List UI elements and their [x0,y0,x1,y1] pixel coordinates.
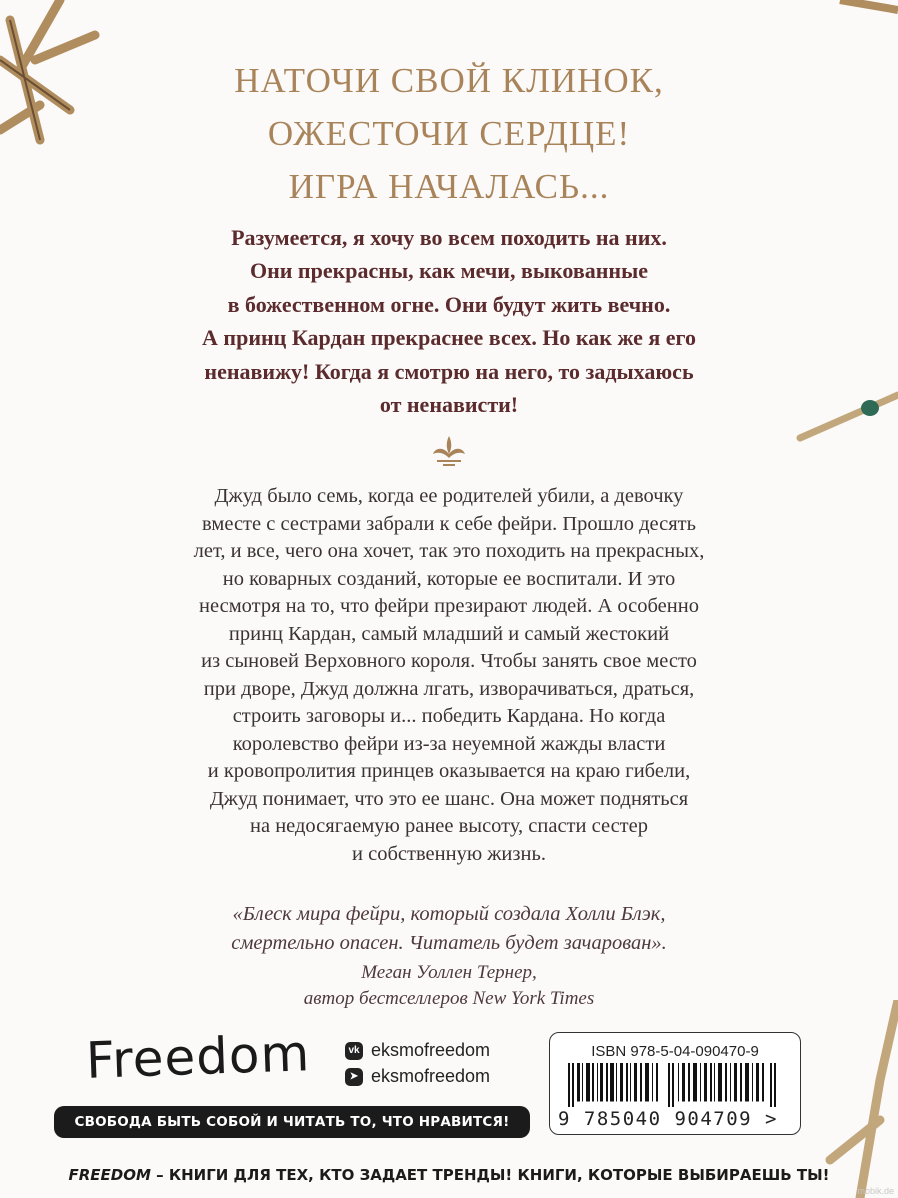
tagline-brand: FREEDOM [68,1166,151,1184]
branch-top-right-icon [760,0,898,40]
quote-attribution [0,960,898,1012]
body-line: при дворе, Джуд должна лгать, изворачиваться, драться, [203,677,695,700]
lead-line: Они прекрасны, как мечи, выкованные [249,258,649,284]
body-line: королевство фейри из-за неуемной жажды власти [232,732,666,755]
body-line: вместе с сестрами забрали к себе фейри. Прошло десять [202,512,696,535]
body-line: и кровопролития принцев оказывается на краю гибели, [207,760,691,782]
body-line: Джуд понимает, что это ее шанс. Она может подняться [209,787,689,810]
vk-handle: eksmofreedom [371,1040,491,1060]
freedom-logo: Freedom [85,1024,312,1090]
watermark: mobik.de [857,1186,894,1196]
body-line: из сыновей Верховного короля. Чтобы занять свое место [201,650,697,672]
barcode-icon [568,1063,778,1107]
lead-line: в божественном огне. Они будут жить вечно. [227,291,671,317]
slogan-banner: СВОБОДА БЫТЬ СОБОЙ И ЧИТАТЬ ТО, ЧТО НРАВИТСЯ! [54,1106,530,1138]
lead-line: ненавижу! Когда я смотрю на него, то задыхаюсь [204,358,694,384]
telegram-handle: eksmofreedom [371,1066,491,1086]
vk-link[interactable] [345,1040,490,1061]
quote-line: «Блеск мира фейри, который создала Холли Блэк, [232,903,666,925]
review-quote [0,900,898,958]
description [0,483,898,868]
body-line: на недосягаемую ранее высоту, спасти сестер [250,815,648,837]
vk-icon: vk [345,1042,363,1060]
lead-line: Разумеется, я хочу во всем походить на них. [231,225,667,250]
body-line: но коварных созданий, которые ее воспитали. И это [222,567,676,590]
isbn-text: ISBN 978-5-04-090470-9 [591,1043,759,1060]
tagline-text: – КНИГИ ДЛЯ ТЕХ, КТО ЗАДАЕТ ТРЕНДЫ! КНИГИ, КОТОРЫЕ ВЫБИРАЕШЬ ТЫ! [150,1166,830,1184]
body-line: и собственную жизнь. [352,842,546,865]
barcode-digits: 9 785040 904709 > [558,1108,778,1130]
lead-line: от ненависти! [379,392,519,418]
attribution-line: Меган Уоллен Тернер, [361,962,537,983]
lead-paragraph [0,221,898,421]
headline-line: ОЖЕСТОЧИ СЕРДЦЕ! [267,114,631,153]
body-line: несмотря на то, что фейри презирают людей. А особенно [199,595,699,617]
headline-line: НАТОЧИ СВОЙ КЛИНОК, [234,61,664,100]
lead-line: А принц Кардан прекраснее всех. Но как же я его [202,325,696,351]
barcode-box [549,1032,801,1135]
body-line: принц Кардан, самый младший и самый жестокий [228,622,670,645]
fleuron-icon [429,434,469,468]
quote-line: смертельно опасен. Читатель будет зачарован». [231,932,667,954]
body-line: лет, и все, чего она хочет, так это походить на прекрасных, [193,540,705,562]
body-line: строить заговоры и... победить Кардана. Но когда [232,705,666,727]
telegram-link[interactable] [345,1066,490,1087]
headline-line: ИГРА НАЧАЛАСЬ... [288,167,610,206]
tagline [0,1166,898,1184]
attribution-line: автор бестселлеров New York Times [303,988,595,1009]
body-line: Джуд было семь, когда ее родителей убили, а девочку [214,485,684,507]
telegram-icon: ➤ [345,1068,363,1086]
headline [0,54,898,213]
